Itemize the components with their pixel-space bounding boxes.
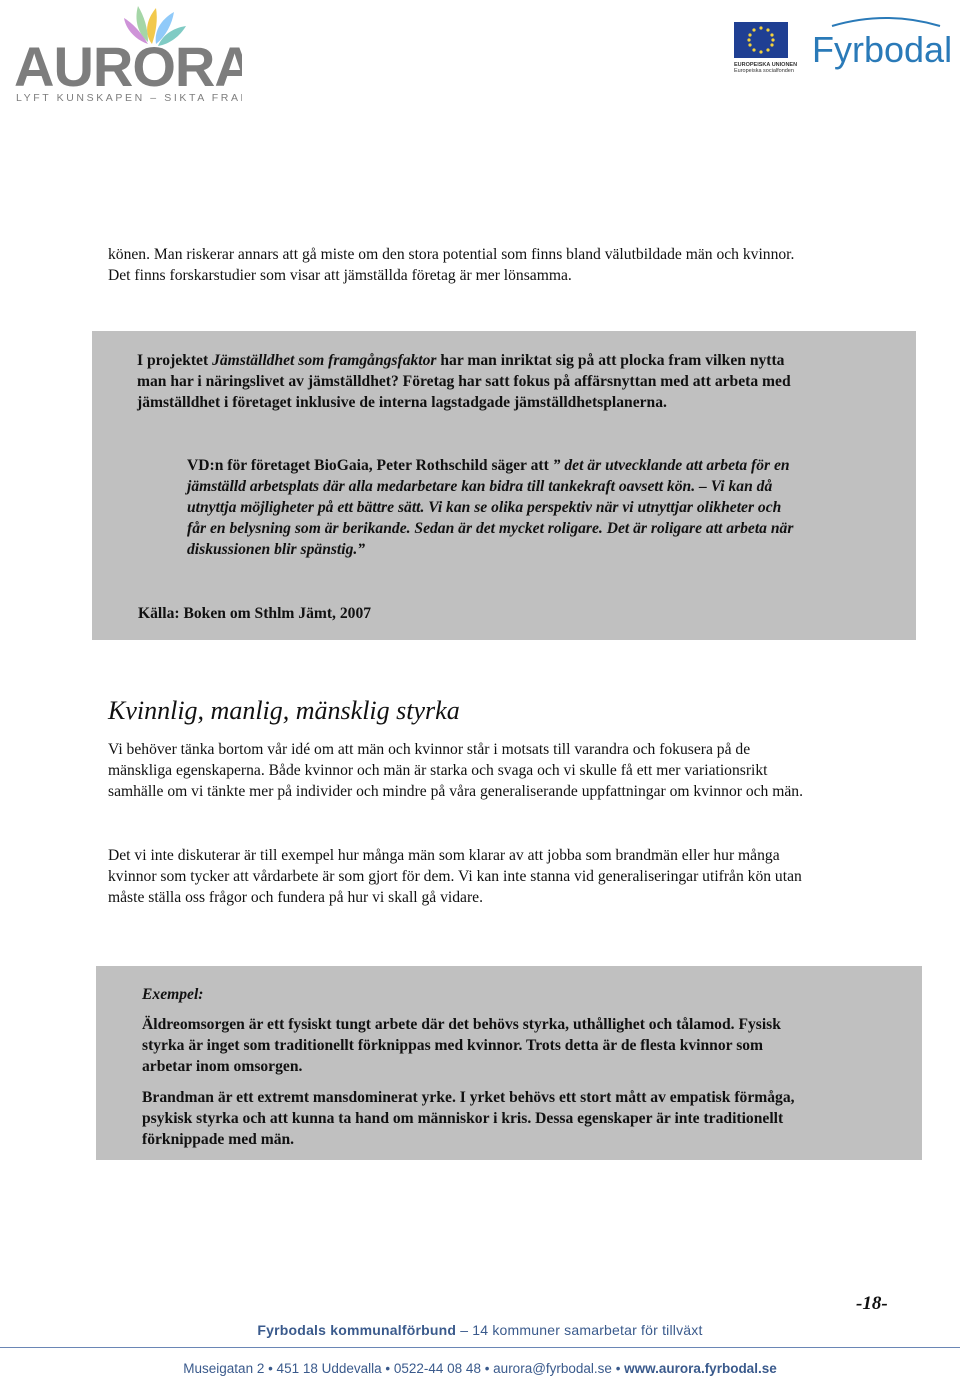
paragraph-line: Det vi inte diskuterar är till exempel hur många män som klarar av att jobba som brandmän eller hur många (108, 847, 780, 864)
paragraph-line: måste ställa oss frågor och fundera på hur vi skall gå vidare. (108, 889, 483, 906)
example-paragraph-2 (142, 1087, 912, 1150)
example-line: arbetar inom omsorgen. (142, 1058, 303, 1075)
footer-divider (0, 1347, 960, 1348)
paragraph-line: samhälle om vi tänkte mer på individer och mindre på våra generaliserande uppfattningar om kvinnor och män. (108, 783, 803, 800)
aurora-tagline: LYFT KUNSKAPEN – SIKTA FRA (16, 92, 241, 104)
quote-block (187, 455, 907, 560)
aurora-logo (6, 0, 242, 104)
quote-text: utnyttja möjligheter på ett bättre sätt. Vi kan se olika perspektiv när vi utnyttjar olikheter och (187, 499, 782, 516)
eu-label-2: Europeiska socialfonden (734, 68, 794, 74)
box1-text: jämställdhet i företaget inklusive de interna lagstadgade jämställdhetsplanerna. (137, 394, 667, 411)
paragraph-line: kvinnor som tycker att vårdarbete är som gjort för dem. Vi kan inte stanna vid generaliseringar utifrån kön utan (108, 868, 802, 885)
paragraph-line: mänskliga egenskaperna. Både kvinnor och män är starka och svaga och vi skulle få ett mer variationsrikt (108, 762, 768, 779)
section-paragraph-2 (108, 845, 920, 908)
example-heading-wrap (142, 984, 204, 1005)
intro-line: könen. Man riskerar annars att gå miste om den stora potential som finns bland välutbildade män och kvinnor. (108, 246, 795, 263)
footer-org-name: Fyrbodals kommunalförbund (257, 1322, 457, 1338)
footer-address: Museigatan 2 • 451 18 Uddevalla • 0522-44 08 48 • aurora@fyrbodal.se • (183, 1361, 625, 1376)
aurora-wordmark: AURORA (14, 35, 242, 98)
section-title: Kvinnlig, manlig, mänsklig styrka (108, 696, 460, 725)
quote-text: ” det är utvecklande att arbeta för en (552, 457, 790, 474)
box1-text: har man inriktat sig på att plocka fram vilken nytta (436, 352, 785, 369)
box1-text: man har i näringslivet av jämställdhet? Företag har satt fokus på affärsnyttan med att arbeta med (137, 373, 791, 390)
footer-org-tagline: – 14 kommuner samarbetar för tillväxt (456, 1322, 703, 1338)
quote-text: jämställd arbetsplats där alla medarbetare kan bidra till tankekraft oavsett kön. – Vi kan då (187, 478, 773, 495)
example-line: psykisk styrka och att kunna ta hand om människor i kris. Dessa egenskaper är inte traditionellt (142, 1110, 784, 1127)
intro-line: Det finns forskarstudier som visar att jämställda företag är mer lönsamma. (108, 267, 572, 284)
example-line: förknippade med män. (142, 1131, 295, 1148)
paragraph-line: Vi behöver tänka bortom vår idé om att män och kvinnor står i motsats till varandra och fokusera på de (108, 741, 751, 758)
partner-logos (728, 16, 956, 78)
intro-paragraph (108, 244, 920, 286)
box1-paragraph (137, 350, 907, 413)
example-line: Brandman är ett extremt mansdominerat yrke. I yrket behövs ett stort mått av empatisk förmåga, (142, 1089, 795, 1106)
source-citation: Källa: Boken om Sthlm Jämt, 2007 (138, 605, 372, 622)
quote-intro: VD:n för företaget BioGaia, Peter Rothschild säger att (187, 457, 553, 474)
footer-organization (0, 1322, 960, 1338)
section-paragraph-1 (108, 739, 920, 802)
project-name: Jämställdhet som framgångsfaktor (212, 352, 437, 369)
footer-contact (0, 1361, 960, 1376)
fyrbodal-wordmark: Fyrbodal (812, 29, 953, 70)
box1-text: I projektet (137, 352, 213, 369)
eu-label-1: EUROPEISKA UNIONEN (734, 62, 798, 68)
example-paragraph-1 (142, 1014, 912, 1077)
footer-website-link[interactable]: www.aurora.fyrbodal.se (624, 1361, 777, 1376)
example-heading: Exempel: (142, 986, 204, 1003)
eu-flag-icon (734, 22, 788, 58)
example-line: Äldreomsorgen är ett fysiskt tungt arbete där det behövs styrka, uthållighet och tålamod. Fysisk (142, 1016, 781, 1033)
quote-text: får en belysning som är berikande. Sedan är det mycket roligare. Det är roligare att arbeta när (187, 520, 794, 537)
fyrbodal-arc-icon (832, 18, 940, 26)
example-line: styrka är inget som traditionellt förknippas med kvinnor. Trots detta är de flesta kvinnor som (142, 1037, 764, 1054)
quote-text: diskussionen blir spänstig.” (187, 541, 366, 558)
page-number: -18- (856, 1293, 888, 1314)
